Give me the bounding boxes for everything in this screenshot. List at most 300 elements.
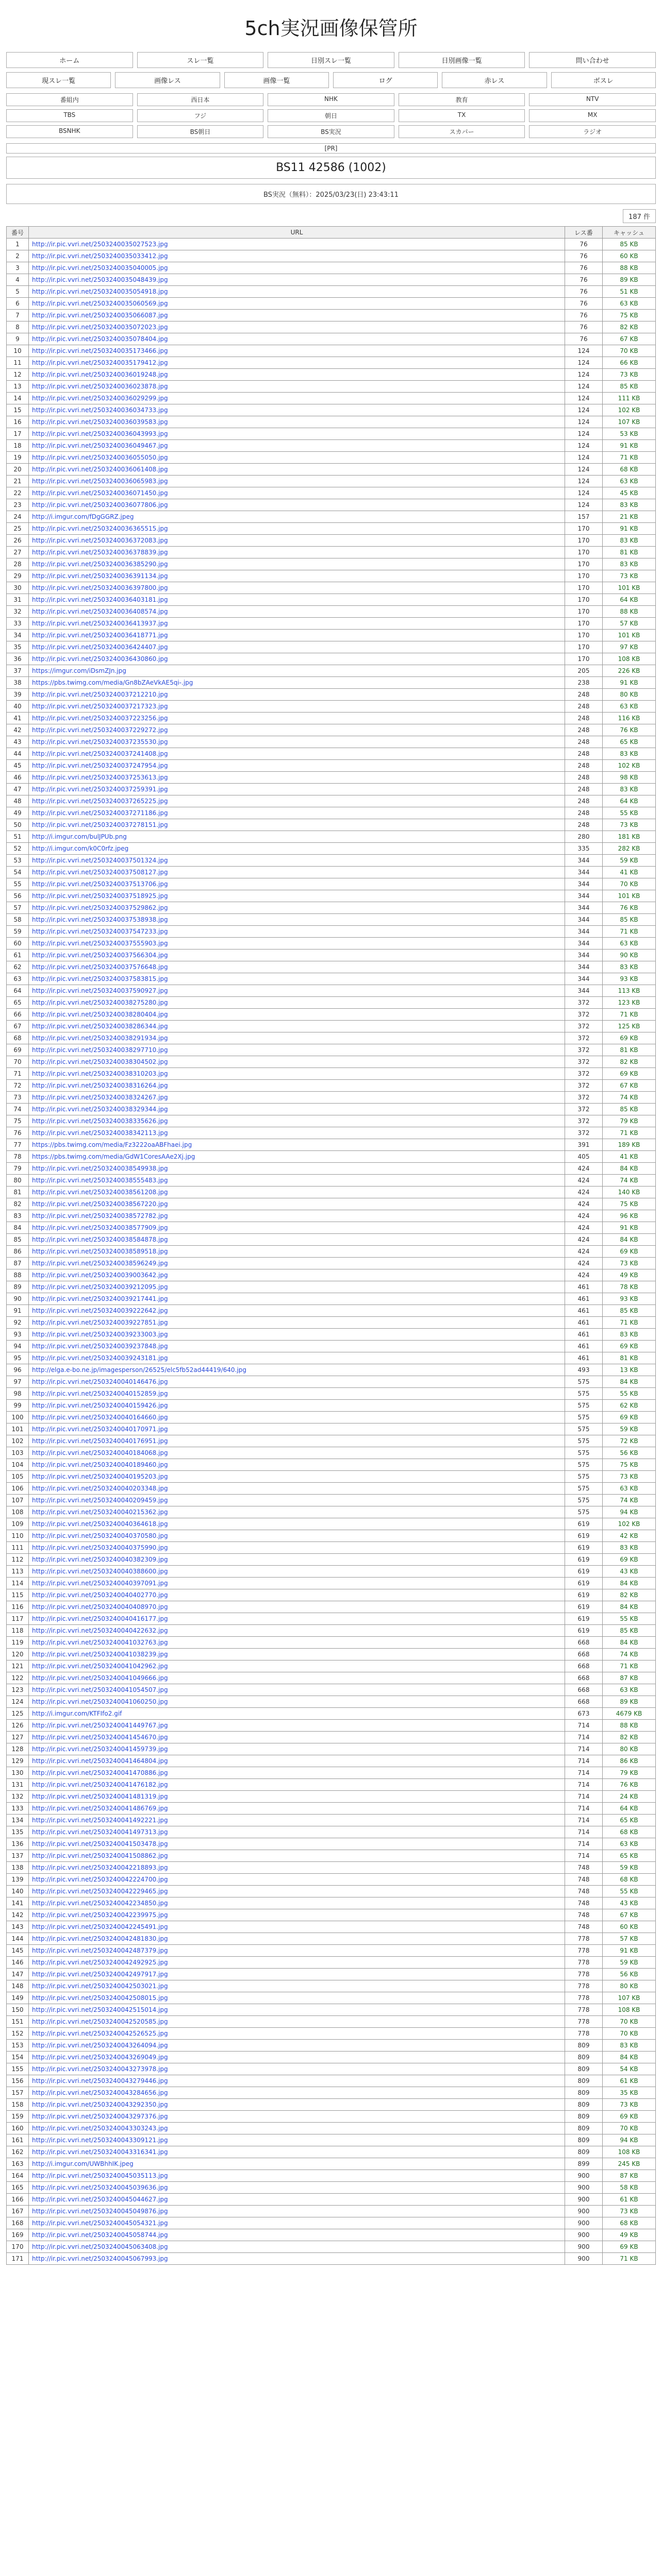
image-link[interactable]: http://elga.e-bo.ne.jp/imagesperson/26525/elc5fb52ad44419/640.jpg	[32, 1366, 246, 1374]
image-link[interactable]: http://ir.pic.vvri.net/2503240041497313.jpg	[32, 1828, 168, 1836]
image-link[interactable]: http://ir.pic.vvri.net/2503240037583815.jpg	[32, 975, 168, 982]
image-link[interactable]: http://ir.pic.vvri.net/2503240036071450.jpg	[32, 489, 168, 497]
row-cache-size[interactable]: 55 KB	[603, 807, 656, 819]
row-cache-size[interactable]: 67 KB	[603, 1909, 656, 1921]
image-link[interactable]: http://ir.pic.vvri.net/2503240038291934.jpg	[32, 1035, 168, 1042]
image-link[interactable]: http://ir.pic.vvri.net/2503240036039583.jpg	[32, 418, 168, 426]
row-cache-size[interactable]: 78 KB	[603, 1281, 656, 1293]
image-link[interactable]: http://ir.pic.vvri.net/2503240045044627.jpg	[32, 2196, 168, 2203]
channel-button[interactable]: 番組内	[6, 93, 133, 106]
subnav-button[interactable]: ログ	[333, 72, 438, 88]
row-cache-size[interactable]: 74 KB	[603, 1092, 656, 1104]
row-cache-size[interactable]: 102 KB	[603, 1518, 656, 1530]
image-link[interactable]: http://i.imgur.com/fDgGGRZ.jpeg	[32, 513, 134, 520]
row-cache-size[interactable]: 35 KB	[603, 2087, 656, 2099]
row-cache-size[interactable]: 91 KB	[603, 523, 656, 535]
image-link[interactable]: http://ir.pic.vvri.net/2503240039217441.jpg	[32, 1295, 168, 1302]
row-cache-size[interactable]: 68 KB	[603, 464, 656, 476]
image-link[interactable]: http://i.imgur.com/UWBhhIK.jpeg	[32, 2160, 134, 2167]
image-link[interactable]: http://ir.pic.vvri.net/2503240035027523.jpg	[32, 241, 168, 248]
row-cache-size[interactable]: 83 KB	[603, 961, 656, 973]
row-cache-size[interactable]: 56 KB	[603, 1447, 656, 1459]
image-link[interactable]: http://ir.pic.vvri.net/2503240036408574.jpg	[32, 608, 168, 615]
row-cache-size[interactable]: 102 KB	[603, 404, 656, 416]
image-link[interactable]: http://ir.pic.vvri.net/2503240037529862.jpg	[32, 904, 168, 911]
image-link[interactable]: http://ir.pic.vvri.net/2503240041449767.jpg	[32, 1722, 168, 1729]
row-cache-size[interactable]: 89 KB	[603, 274, 656, 286]
row-cache-size[interactable]: 67 KB	[603, 333, 656, 345]
row-cache-size[interactable]: 83 KB	[603, 558, 656, 570]
row-cache-size[interactable]: 13 KB	[603, 1364, 656, 1376]
channel-button[interactable]: NHK	[268, 93, 394, 106]
row-cache-size[interactable]: 83 KB	[603, 748, 656, 760]
row-cache-size[interactable]: 108 KB	[603, 2004, 656, 2016]
row-cache-size[interactable]: 71 KB	[603, 926, 656, 938]
image-link[interactable]: http://ir.pic.vvri.net/2503240037265225.jpg	[32, 798, 168, 805]
image-link[interactable]: http://ir.pic.vvri.net/2503240038555483.jpg	[32, 1177, 168, 1184]
subnav-button[interactable]: 現スレ一覧	[6, 72, 111, 88]
row-cache-size[interactable]: 55 KB	[603, 1613, 656, 1625]
row-cache-size[interactable]: 113 KB	[603, 985, 656, 997]
image-link[interactable]: https://pbs.twimg.com/media/GdW1CoresAAe2Xj.jpg	[32, 1153, 195, 1160]
image-link[interactable]: http://ir.pic.vvri.net/2503240041503478.jpg	[32, 1840, 168, 1848]
row-cache-size[interactable]: 71 KB	[603, 452, 656, 464]
image-link[interactable]: http://ir.pic.vvri.net/2503240040159426.jpg	[32, 1402, 168, 1409]
row-cache-size[interactable]: 101 KB	[603, 630, 656, 641]
channel-button[interactable]: BS実況	[268, 125, 394, 138]
image-link[interactable]: http://ir.pic.vvri.net/2503240036019248.jpg	[32, 371, 168, 378]
image-link[interactable]: http://ir.pic.vvri.net/2503240040402770.jpg	[32, 1591, 168, 1599]
image-link[interactable]: http://ir.pic.vvri.net/2503240040375990.jpg	[32, 1544, 168, 1551]
channel-button[interactable]: BSNHK	[6, 125, 133, 138]
row-cache-size[interactable]: 70 KB	[603, 2028, 656, 2040]
row-cache-size[interactable]: 69 KB	[603, 1068, 656, 1080]
image-link[interactable]: http://ir.pic.vvri.net/2503240041042962.jpg	[32, 1663, 168, 1670]
image-link[interactable]: http://ir.pic.vvri.net/2503240038549938.jpg	[32, 1165, 168, 1172]
image-link[interactable]: http://ir.pic.vvri.net/2503240038275280.jpg	[32, 999, 168, 1006]
image-link[interactable]: http://ir.pic.vvri.net/2503240042229465.jpg	[32, 1888, 168, 1895]
row-cache-size[interactable]: 91 KB	[603, 440, 656, 452]
image-link[interactable]: http://ir.pic.vvri.net/2503240037253613.jpg	[32, 774, 168, 781]
row-cache-size[interactable]: 69 KB	[603, 1341, 656, 1352]
row-cache-size[interactable]: 94 KB	[603, 2134, 656, 2146]
channel-button[interactable]: 教育	[399, 93, 525, 106]
row-cache-size[interactable]: 83 KB	[603, 535, 656, 547]
image-link[interactable]: http://ir.pic.vvri.net/2503240040146476.jpg	[32, 1378, 168, 1385]
channel-button[interactable]: 朝日	[268, 109, 394, 122]
image-link[interactable]: http://ir.pic.vvri.net/2503240038561208.jpg	[32, 1189, 168, 1196]
image-link[interactable]: http://ir.pic.vvri.net/2503240038572782.jpg	[32, 1212, 168, 1219]
image-link[interactable]: http://ir.pic.vvri.net/2503240038304502.jpg	[32, 1058, 168, 1065]
row-cache-size[interactable]: 71 KB	[603, 1317, 656, 1329]
subnav-button[interactable]: 赤レス	[442, 72, 547, 88]
row-cache-size[interactable]: 81 KB	[603, 547, 656, 558]
image-link[interactable]: http://ir.pic.vvri.net/2503240040195203.jpg	[32, 1473, 168, 1480]
row-cache-size[interactable]: 84 KB	[603, 2052, 656, 2063]
row-cache-size[interactable]: 84 KB	[603, 1578, 656, 1589]
row-cache-size[interactable]: 43 KB	[603, 1897, 656, 1909]
row-cache-size[interactable]: 84 KB	[603, 1376, 656, 1388]
image-link[interactable]: http://ir.pic.vvri.net/2503240037217323.jpg	[32, 703, 168, 710]
image-link[interactable]: http://ir.pic.vvri.net/2503240036397800.jpg	[32, 584, 168, 591]
row-cache-size[interactable]: 93 KB	[603, 1293, 656, 1305]
image-link[interactable]: http://ir.pic.vvri.net/2503240039237848.jpg	[32, 1343, 168, 1350]
row-cache-size[interactable]: 74 KB	[603, 1495, 656, 1506]
row-cache-size[interactable]: 73 KB	[603, 2206, 656, 2217]
image-link[interactable]: https://pbs.twimg.com/media/Fz3222oaABFhaei.jpg	[32, 1141, 192, 1148]
image-link[interactable]: http://ir.pic.vvri.net/2503240040215362.jpg	[32, 1509, 168, 1516]
image-link[interactable]: http://ir.pic.vvri.net/2503240038316264.jpg	[32, 1082, 168, 1089]
row-cache-size[interactable]: 181 KB	[603, 831, 656, 843]
image-link[interactable]: http://ir.pic.vvri.net/2503240040152859.jpg	[32, 1390, 168, 1397]
image-link[interactable]: http://ir.pic.vvri.net/2503240039003642.jpg	[32, 1272, 168, 1279]
image-link[interactable]: http://ir.pic.vvri.net/2503240045035113.jpg	[32, 2172, 168, 2179]
row-cache-size[interactable]: 71 KB	[603, 1660, 656, 1672]
image-link[interactable]: http://ir.pic.vvri.net/2503240040370580.jpg	[32, 1532, 168, 1539]
image-link[interactable]: http://ir.pic.vvri.net/2503240042239975.jpg	[32, 1911, 168, 1919]
image-link[interactable]: http://ir.pic.vvri.net/2503240040209459.jpg	[32, 1497, 168, 1504]
row-cache-size[interactable]: 84 KB	[603, 1163, 656, 1175]
row-cache-size[interactable]: 90 KB	[603, 950, 656, 961]
image-link[interactable]: http://ir.pic.vvri.net/2503240045063408.jpg	[32, 2243, 168, 2250]
image-link[interactable]: http://ir.pic.vvri.net/2503240037212210.jpg	[32, 691, 168, 698]
image-link[interactable]: http://ir.pic.vvri.net/2503240036055050.jpg	[32, 454, 168, 461]
row-cache-size[interactable]: 84 KB	[603, 1234, 656, 1246]
image-link[interactable]: http://ir.pic.vvri.net/2503240040176951.jpg	[32, 1437, 168, 1445]
row-cache-size[interactable]: 57 KB	[603, 618, 656, 630]
channel-button[interactable]: BS朝日	[137, 125, 264, 138]
channel-button[interactable]: TBS	[6, 109, 133, 122]
row-cache-size[interactable]: 76 KB	[603, 724, 656, 736]
image-link[interactable]: http://ir.pic.vvri.net/2503240042515014.jpg	[32, 2006, 168, 2013]
row-cache-size[interactable]: 80 KB	[603, 1743, 656, 1755]
image-link[interactable]: http://ir.pic.vvri.net/2503240042526525.jpg	[32, 2030, 168, 2037]
row-cache-size[interactable]: 71 KB	[603, 1127, 656, 1139]
image-link[interactable]: http://ir.pic.vvri.net/2503240037538938.jpg	[32, 916, 168, 923]
image-link[interactable]: http://ir.pic.vvri.net/2503240037555903.jpg	[32, 940, 168, 947]
image-link[interactable]: http://ir.pic.vvri.net/2503240041508862.jpg	[32, 1852, 168, 1859]
nav-button[interactable]: 問い合わせ	[529, 52, 656, 68]
image-link[interactable]: http://ir.pic.vvri.net/2503240041454670.jpg	[32, 1734, 168, 1741]
image-link[interactable]: http://ir.pic.vvri.net/2503240038310203.jpg	[32, 1070, 168, 1077]
row-cache-size[interactable]: 111 KB	[603, 393, 656, 404]
channel-button[interactable]: 西日本	[137, 93, 264, 106]
image-link[interactable]: http://ir.pic.vvri.net/2503240036029299.jpg	[32, 395, 168, 402]
row-cache-size[interactable]: 73 KB	[603, 819, 656, 831]
image-link[interactable]: http://ir.pic.vvri.net/2503240040397091.jpg	[32, 1580, 168, 1587]
row-cache-size[interactable]: 85 KB	[603, 1104, 656, 1115]
image-link[interactable]: http://ir.pic.vvri.net/2503240045067993.jpg	[32, 2255, 168, 2262]
image-link[interactable]: http://ir.pic.vvri.net/2503240043264094.jpg	[32, 2042, 168, 2049]
image-link[interactable]: http://ir.pic.vvri.net/2503240039212095.jpg	[32, 1283, 168, 1291]
image-link[interactable]: http://ir.pic.vvri.net/2503240035040005.jpg	[32, 264, 168, 272]
image-link[interactable]: http://ir.pic.vvri.net/2503240037241408.jpg	[32, 750, 168, 757]
row-cache-size[interactable]: 82 KB	[603, 321, 656, 333]
row-cache-size[interactable]: 63 KB	[603, 1838, 656, 1850]
image-link[interactable]: http://ir.pic.vvri.net/2503240037229272.jpg	[32, 726, 168, 734]
row-cache-size[interactable]: 67 KB	[603, 1080, 656, 1092]
row-cache-size[interactable]: 189 KB	[603, 1139, 656, 1151]
image-link[interactable]: http://ir.pic.vvri.net/2503240042497917.jpg	[32, 1971, 168, 1978]
image-link[interactable]: http://ir.pic.vvri.net/2503240041054507.jpg	[32, 1686, 168, 1693]
image-link[interactable]: http://ir.pic.vvri.net/2503240039222642.jpg	[32, 1307, 168, 1314]
image-link[interactable]: http://ir.pic.vvri.net/2503240035054918.jpg	[32, 288, 168, 295]
image-link[interactable]: http://ir.pic.vvri.net/2503240043297376.jpg	[32, 2113, 168, 2120]
image-link[interactable]: http://ir.pic.vvri.net/2503240038577909.jpg	[32, 1224, 168, 1231]
row-cache-size[interactable]: 61 KB	[603, 2194, 656, 2206]
image-link[interactable]: http://ir.pic.vvri.net/2503240040203348.jpg	[32, 1485, 168, 1492]
row-cache-size[interactable]: 41 KB	[603, 1151, 656, 1163]
row-cache-size[interactable]: 74 KB	[603, 1649, 656, 1660]
image-link[interactable]: http://ir.pic.vvri.net/2503240041492221.jpg	[32, 1817, 168, 1824]
row-cache-size[interactable]: 66 KB	[603, 357, 656, 369]
image-link[interactable]: http://ir.pic.vvri.net/2503240037259391.jpg	[32, 786, 168, 793]
row-cache-size[interactable]: 76 KB	[603, 902, 656, 914]
row-cache-size[interactable]: 89 KB	[603, 1696, 656, 1708]
row-cache-size[interactable]: 226 KB	[603, 665, 656, 677]
row-cache-size[interactable]: 108 KB	[603, 2146, 656, 2158]
image-link[interactable]: http://ir.pic.vvri.net/2503240038589518.jpg	[32, 1248, 168, 1255]
row-cache-size[interactable]: 76 KB	[603, 1779, 656, 1791]
row-cache-size[interactable]: 73 KB	[603, 570, 656, 582]
image-link[interactable]: http://ir.pic.vvri.net/2503240038584878.jpg	[32, 1236, 168, 1243]
row-cache-size[interactable]: 63 KB	[603, 701, 656, 713]
image-link[interactable]: http://ir.pic.vvri.net/2503240035033412.jpg	[32, 252, 168, 260]
row-cache-size[interactable]: 94 KB	[603, 1506, 656, 1518]
row-cache-size[interactable]: 70 KB	[603, 878, 656, 890]
image-link[interactable]: http://ir.pic.vvri.net/2503240042481830.jpg	[32, 1935, 168, 1942]
image-link[interactable]: http://ir.pic.vvri.net/2503240041486769.jpg	[32, 1805, 168, 1812]
row-cache-size[interactable]: 75 KB	[603, 1459, 656, 1471]
image-link[interactable]: http://ir.pic.vvri.net/2503240035179412.jpg	[32, 359, 168, 366]
row-cache-size[interactable]: 85 KB	[603, 914, 656, 926]
image-link[interactable]: http://ir.pic.vvri.net/2503240036061408.jpg	[32, 466, 168, 473]
row-cache-size[interactable]: 93 KB	[603, 973, 656, 985]
channel-button[interactable]: NTV	[529, 93, 656, 106]
image-link[interactable]: http://ir.pic.vvri.net/2503240040170971.jpg	[32, 1426, 168, 1433]
image-link[interactable]: http://ir.pic.vvri.net/2503240035078404.jpg	[32, 335, 168, 343]
image-link[interactable]: http://ir.pic.vvri.net/2503240039233003.jpg	[32, 1331, 168, 1338]
row-cache-size[interactable]: 51 KB	[603, 286, 656, 298]
image-link[interactable]: http://ir.pic.vvri.net/2503240035060569.jpg	[32, 300, 168, 307]
row-cache-size[interactable]: 71 KB	[603, 2253, 656, 2265]
image-link[interactable]: http://ir.pic.vvri.net/2503240038280404.jpg	[32, 1011, 168, 1018]
row-cache-size[interactable]: 21 KB	[603, 511, 656, 523]
row-cache-size[interactable]: 49 KB	[603, 2229, 656, 2241]
image-link[interactable]: http://ir.pic.vvri.net/2503240037501324.jpg	[32, 857, 168, 864]
image-link[interactable]: http://ir.pic.vvri.net/2503240038335626.jpg	[32, 1117, 168, 1125]
channel-button[interactable]: フジ	[137, 109, 264, 122]
image-link[interactable]: http://ir.pic.vvri.net/2503240041459739.jpg	[32, 1745, 168, 1753]
row-cache-size[interactable]: 98 KB	[603, 772, 656, 784]
image-link[interactable]: http://ir.pic.vvri.net/2503240042224700.jpg	[32, 1876, 168, 1883]
row-cache-size[interactable]: 81 KB	[603, 1352, 656, 1364]
image-link[interactable]: http://ir.pic.vvri.net/2503240041476182.jpg	[32, 1781, 168, 1788]
row-cache-size[interactable]: 83 KB	[603, 1542, 656, 1554]
image-link[interactable]: http://ir.pic.vvri.net/2503240040382309.jpg	[32, 1556, 168, 1563]
row-cache-size[interactable]: 88 KB	[603, 606, 656, 618]
row-cache-size[interactable]: 86 KB	[603, 1755, 656, 1767]
row-cache-size[interactable]: 68 KB	[603, 1874, 656, 1886]
row-cache-size[interactable]: 42 KB	[603, 1530, 656, 1542]
image-link[interactable]: http://ir.pic.vvri.net/2503240036403181.jpg	[32, 596, 168, 603]
channel-button[interactable]: スカパー	[399, 125, 525, 138]
row-cache-size[interactable]: 84 KB	[603, 1637, 656, 1649]
image-link[interactable]: http://ir.pic.vvri.net/2503240043292350.jpg	[32, 2101, 168, 2108]
image-link[interactable]: http://i.imgur.com/bulJPUb.png	[32, 833, 127, 840]
image-link[interactable]: http://ir.pic.vvri.net/2503240045039636.jpg	[32, 2184, 168, 2191]
image-link[interactable]: http://ir.pic.vvri.net/2503240041464804.jpg	[32, 1757, 168, 1765]
row-cache-size[interactable]: 88 KB	[603, 1720, 656, 1732]
row-cache-size[interactable]: 83 KB	[603, 1329, 656, 1341]
row-cache-size[interactable]: 68 KB	[603, 1826, 656, 1838]
row-cache-size[interactable]: 96 KB	[603, 1210, 656, 1222]
row-cache-size[interactable]: 59 KB	[603, 1423, 656, 1435]
image-link[interactable]: http://ir.pic.vvri.net/2503240036385290.jpg	[32, 561, 168, 568]
row-cache-size[interactable]: 59 KB	[603, 1862, 656, 1874]
row-cache-size[interactable]: 102 KB	[603, 760, 656, 772]
row-cache-size[interactable]: 54 KB	[603, 2063, 656, 2075]
row-cache-size[interactable]: 79 KB	[603, 1767, 656, 1779]
row-cache-size[interactable]: 57 KB	[603, 1933, 656, 1945]
channel-button[interactable]: ラジオ	[529, 125, 656, 138]
row-cache-size[interactable]: 61 KB	[603, 2075, 656, 2087]
image-link[interactable]: http://ir.pic.vvri.net/2503240036413937.jpg	[32, 620, 168, 627]
image-link[interactable]: http://ir.pic.vvri.net/2503240036049467.jpg	[32, 442, 168, 449]
image-link[interactable]: http://ir.pic.vvri.net/2503240042520585.jpg	[32, 2018, 168, 2025]
image-link[interactable]: http://ir.pic.vvri.net/2503240038342113.jpg	[32, 1129, 168, 1137]
image-link[interactable]: http://ir.pic.vvri.net/2503240039227851.jpg	[32, 1319, 168, 1326]
row-cache-size[interactable]: 69 KB	[603, 2241, 656, 2253]
nav-button[interactable]: ホーム	[6, 52, 133, 68]
row-cache-size[interactable]: 53 KB	[603, 428, 656, 440]
image-link[interactable]: http://ir.pic.vvri.net/2503240042218893.jpg	[32, 1864, 168, 1871]
nav-button[interactable]: 日別スレ一覧	[268, 52, 394, 68]
row-cache-size[interactable]: 70 KB	[603, 2016, 656, 2028]
image-link[interactable]: http://ir.pic.vvri.net/2503240036424407.jpg	[32, 643, 168, 651]
image-link[interactable]: http://ir.pic.vvri.net/2503240043303243.jpg	[32, 2125, 168, 2132]
image-link[interactable]: http://ir.pic.vvri.net/2503240037547233.jpg	[32, 928, 168, 935]
row-cache-size[interactable]: 63 KB	[603, 938, 656, 950]
row-cache-size[interactable]: 74 KB	[603, 1175, 656, 1187]
image-link[interactable]: http://ir.pic.vvri.net/2503240042503021.jpg	[32, 1982, 168, 1990]
image-link[interactable]: http://ir.pic.vvri.net/2503240042245491.jpg	[32, 1923, 168, 1930]
image-link[interactable]: http://ir.pic.vvri.net/2503240043316341.jpg	[32, 2148, 168, 2156]
image-link[interactable]: http://ir.pic.vvri.net/2503240036023878.jpg	[32, 383, 168, 390]
row-cache-size[interactable]: 63 KB	[603, 1483, 656, 1495]
row-cache-size[interactable]: 63 KB	[603, 298, 656, 310]
image-link[interactable]: http://ir.pic.vvri.net/2503240036034733.jpg	[32, 406, 168, 414]
row-cache-size[interactable]: 85 KB	[603, 1625, 656, 1637]
row-cache-size[interactable]: 62 KB	[603, 1400, 656, 1412]
row-cache-size[interactable]: 123 KB	[603, 997, 656, 1009]
row-cache-size[interactable]: 43 KB	[603, 1566, 656, 1578]
image-link[interactable]: http://ir.pic.vvri.net/2503240040416177.jpg	[32, 1615, 168, 1622]
image-link[interactable]: http://ir.pic.vvri.net/2503240035066087.jpg	[32, 312, 168, 319]
image-link[interactable]: http://ir.pic.vvri.net/2503240035173466.jpg	[32, 347, 168, 354]
row-cache-size[interactable]: 64 KB	[603, 594, 656, 606]
image-link[interactable]: http://ir.pic.vvri.net/2503240042487379.jpg	[32, 1947, 168, 1954]
row-cache-size[interactable]: 125 KB	[603, 1021, 656, 1032]
row-cache-size[interactable]: 245 KB	[603, 2158, 656, 2170]
image-link[interactable]: http://ir.pic.vvri.net/2503240040189460.jpg	[32, 1461, 168, 1468]
row-cache-size[interactable]: 69 KB	[603, 1032, 656, 1044]
image-link[interactable]: https://pbs.twimg.com/media/Gn8bZAeVkAE5qi-.jpg	[32, 679, 193, 686]
image-link[interactable]: http://ir.pic.vvri.net/2503240042492925.jpg	[32, 1959, 168, 1966]
image-link[interactable]: http://ir.pic.vvri.net/2503240040364618.jpg	[32, 1520, 168, 1528]
image-link[interactable]: http://ir.pic.vvri.net/2503240045049876.jpg	[32, 2208, 168, 2215]
row-cache-size[interactable]: 80 KB	[603, 689, 656, 701]
image-link[interactable]: http://ir.pic.vvri.net/2503240037566304.jpg	[32, 952, 168, 959]
image-link[interactable]: http://ir.pic.vvri.net/2503240039243181.jpg	[32, 1354, 168, 1362]
row-cache-size[interactable]: 24 KB	[603, 1791, 656, 1803]
image-link[interactable]: http://i.imgur.com/k0C0rfz.jpeg	[32, 845, 129, 852]
image-link[interactable]: http://ir.pic.vvri.net/2503240037518925.jpg	[32, 892, 168, 900]
image-link[interactable]: http://ir.pic.vvri.net/2503240038286344.jpg	[32, 1023, 168, 1030]
row-cache-size[interactable]: 85 KB	[603, 381, 656, 393]
image-link[interactable]: http://ir.pic.vvri.net/2503240041060250.jpg	[32, 1698, 168, 1705]
row-cache-size[interactable]: 55 KB	[603, 1388, 656, 1400]
row-cache-size[interactable]: 69 KB	[603, 2111, 656, 2123]
image-link[interactable]: http://ir.pic.vvri.net/2503240042508015.jpg	[32, 1994, 168, 2002]
row-cache-size[interactable]: 140 KB	[603, 1187, 656, 1198]
row-cache-size[interactable]: 88 KB	[603, 262, 656, 274]
row-cache-size[interactable]: 83 KB	[603, 784, 656, 795]
image-link[interactable]: http://ir.pic.vvri.net/2503240038297710.jpg	[32, 1046, 168, 1054]
row-cache-size[interactable]: 87 KB	[603, 1672, 656, 1684]
image-link[interactable]: http://ir.pic.vvri.net/2503240043273978.jpg	[32, 2065, 168, 2073]
row-cache-size[interactable]: 75 KB	[603, 1198, 656, 1210]
row-cache-size[interactable]: 49 KB	[603, 1269, 656, 1281]
image-link[interactable]: http://ir.pic.vvri.net/2503240036365515.jpg	[32, 525, 168, 532]
row-cache-size[interactable]: 91 KB	[603, 1222, 656, 1234]
image-link[interactable]: http://ir.pic.vvri.net/2503240043309121.jpg	[32, 2137, 168, 2144]
row-cache-size[interactable]: 79 KB	[603, 1115, 656, 1127]
image-link[interactable]: http://ir.pic.vvri.net/2503240036391134.jpg	[32, 572, 168, 580]
row-cache-size[interactable]: 63 KB	[603, 1684, 656, 1696]
row-cache-size[interactable]: 59 KB	[603, 855, 656, 867]
row-cache-size[interactable]: 64 KB	[603, 795, 656, 807]
row-cache-size[interactable]: 82 KB	[603, 1732, 656, 1743]
image-link[interactable]: http://ir.pic.vvri.net/2503240041481319.jpg	[32, 1793, 168, 1800]
row-cache-size[interactable]: 55 KB	[603, 1886, 656, 1897]
row-cache-size[interactable]: 83 KB	[603, 499, 656, 511]
row-cache-size[interactable]: 65 KB	[603, 1815, 656, 1826]
row-cache-size[interactable]: 91 KB	[603, 1945, 656, 1957]
image-link[interactable]: http://ir.pic.vvri.net/2503240038567220.jpg	[32, 1200, 168, 1208]
row-cache-size[interactable]: 108 KB	[603, 653, 656, 665]
row-cache-size[interactable]: 73 KB	[603, 1471, 656, 1483]
row-cache-size[interactable]: 75 KB	[603, 310, 656, 321]
row-cache-size[interactable]: 4679 KB	[603, 1708, 656, 1720]
row-cache-size[interactable]: 101 KB	[603, 890, 656, 902]
image-link[interactable]: http://ir.pic.vvri.net/2503240041032763.jpg	[32, 1639, 168, 1646]
subnav-button[interactable]: 画像レス	[115, 72, 220, 88]
row-cache-size[interactable]: 64 KB	[603, 1803, 656, 1815]
image-link[interactable]: http://ir.pic.vvri.net/2503240036418771.jpg	[32, 632, 168, 639]
row-cache-size[interactable]: 69 KB	[603, 1412, 656, 1423]
image-link[interactable]: http://ir.pic.vvri.net/2503240040422632.jpg	[32, 1627, 168, 1634]
image-link[interactable]: http://ir.pic.vvri.net/2503240037278151.jpg	[32, 821, 168, 828]
image-link[interactable]: http://ir.pic.vvri.net/2503240037271186.jpg	[32, 809, 168, 817]
image-link[interactable]: http://ir.pic.vvri.net/2503240042234850.jpg	[32, 1900, 168, 1907]
row-cache-size[interactable]: 101 KB	[603, 582, 656, 594]
nav-button[interactable]: 日別画像一覧	[399, 52, 525, 68]
thread-title[interactable]: BS11 42586 (1002)	[6, 157, 656, 179]
image-link[interactable]: https://imgur.com/iDsmZJn.jpg	[32, 667, 126, 674]
row-cache-size[interactable]: 87 KB	[603, 2170, 656, 2182]
image-link[interactable]: http://ir.pic.vvri.net/2503240036372083.jpg	[32, 537, 168, 544]
